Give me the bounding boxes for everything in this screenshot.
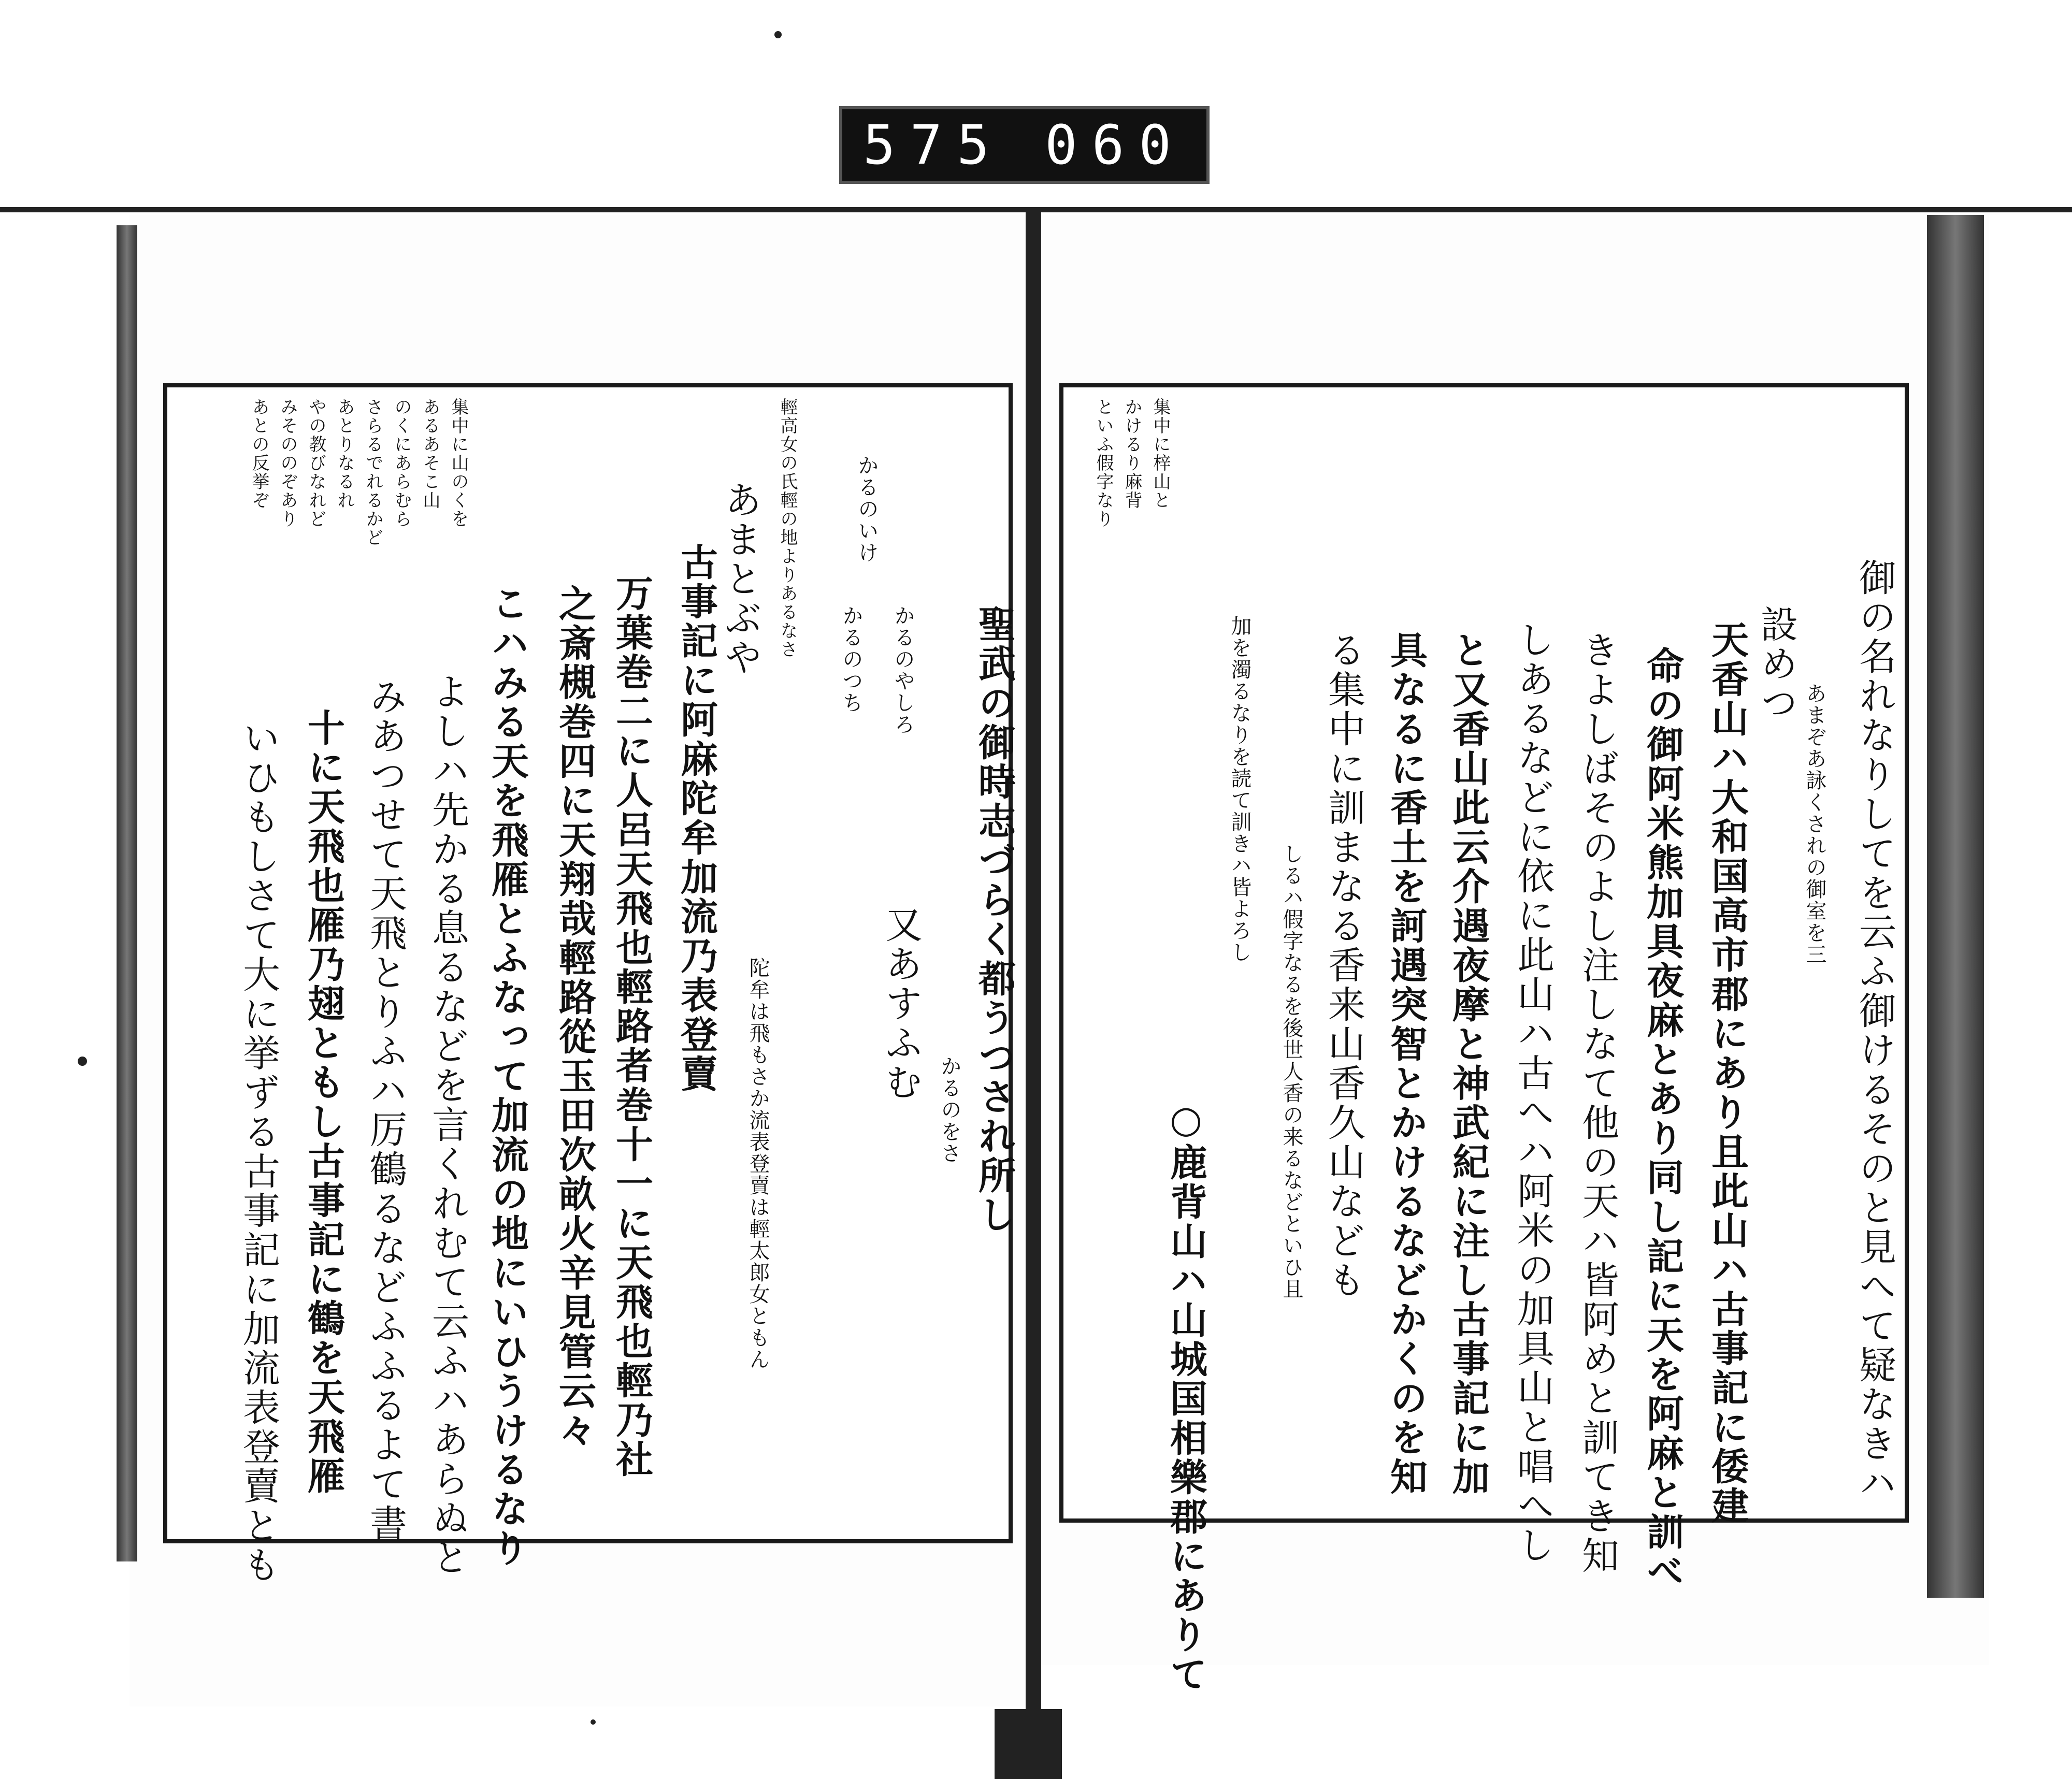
right-col-10: る集中に訓まなる香来山香久山なども — [1322, 631, 1365, 1300]
left-headnote-2: 集中に山のくを — [448, 398, 469, 528]
left-col-4: かるのやしろ — [891, 605, 915, 735]
left-col-5: かるのいけ — [855, 455, 879, 563]
left-col-13: みあつせて天飛とりふハ厉鶴るなどふふるよて書 — [364, 677, 407, 1543]
left-col-1: 聖武の御時志づらく都うつされ所し — [972, 605, 1016, 1235]
left-col-7: あまとぶや — [718, 481, 762, 677]
archive-label-plate — [839, 106, 1210, 184]
right-col-2: あまぞあ詠くされの御室を三 — [1803, 683, 1826, 965]
left-headnote-8: みそののぞあり — [277, 398, 298, 528]
right-col-6: きよしばそのよし注しなて他の天ハ皆阿めと訓てき知 — [1576, 631, 1619, 1575]
right-col-4: 天香山ハ大和国高市郡にあり且此山ハ古事記に倭建 — [1705, 620, 1749, 1526]
right-page-frame — [1059, 383, 1909, 1694]
left-headnote-3: あるあそこ山 — [420, 398, 440, 510]
center-gutter — [1026, 207, 1041, 1751]
right-col-1: 御の名れなりしてを云ふ御けるそのと見へて疑なきハ — [1853, 558, 1896, 1503]
right-page-edge — [1927, 215, 1984, 1598]
left-page-frame — [163, 383, 1016, 1585]
right-col-7: しあるなどに依に此山ハ古へハ阿米の加具山と唱へし — [1511, 620, 1555, 1565]
left-headnote-5: さらるでれるかど — [363, 398, 383, 547]
right-col-11: しるハ假字なるを後世人香の来るなどといひ且 — [1279, 843, 1303, 1300]
right-col-9: 具なるに香土を訶遇突智とかけるなどかくのを知 — [1384, 631, 1428, 1497]
right-headnote-2: かけるり麻背 — [1121, 398, 1142, 510]
left-col-9: 万葉巻二に人呂天飛也輕路者巻十一に天飛也輕乃社 — [610, 574, 654, 1479]
left-headnote-9: あとの反挙ぞ — [249, 398, 269, 510]
left-col-6: かるのつち — [839, 605, 863, 714]
left-col-10: 之斎槻巻四に天翔哉輕路從玉田次畝火辛見管云々 — [553, 584, 597, 1450]
scan-speck — [591, 1719, 596, 1725]
left-page-edge — [117, 225, 137, 1561]
left-headnote-7: やの教びなれど — [306, 398, 326, 528]
right-col-8: と又香山此云介遇夜摩と神武紀に注し古事記に加 — [1446, 631, 1490, 1497]
right-headnote-3: といふ假字なり — [1093, 398, 1114, 528]
left-col-8: 古事記に阿麻陀牟加流乃表登賣 — [674, 543, 718, 1094]
label-number-right: 060 — [1045, 113, 1186, 177]
left-headnote-6: あとりなるれ — [334, 398, 355, 510]
left-col-8-note: 陀牟は飛もさか流表登賣は輕太郎女ともん — [746, 957, 770, 1370]
left-col-12: よしハ先かる息るなどを言くれむて云ふハあらぬと — [426, 672, 469, 1578]
right-col-3: 設めつ — [1754, 605, 1798, 723]
left-col-14: 十に天飛也雁乃翅ともし古事記に鶴を天飛雁 — [301, 708, 346, 1496]
right-col-12: 加を濁るなりを読て訓きハ皆よろし — [1228, 615, 1251, 963]
left-col-3: かるのをさ — [938, 1055, 961, 1164]
label-number-left: 575 — [863, 113, 1004, 177]
scan-speck — [774, 31, 782, 38]
left-col-15: いひもしさて大に挙ずる古事記に加流表登賣とも — [237, 719, 280, 1585]
left-col-11: こハみる天を飛雁とふなって加流の地にいひうけるなり — [485, 584, 529, 1568]
left-headnote-4: のくにあらむら — [391, 398, 412, 528]
gutter-base — [995, 1709, 1062, 1779]
scan-speck — [78, 1057, 87, 1066]
right-col-13: ○鹿背山ハ山城国相樂郡にありて — [1164, 1097, 1208, 1694]
left-headnote-1: 輕高女の氏輕の地よりあるなさ — [777, 398, 798, 659]
left-col-2: 又あすふむ — [879, 905, 923, 1102]
right-headnote-1: 集中に梓山と — [1150, 398, 1171, 510]
left-page — [130, 215, 1026, 1706]
right-page — [1041, 215, 1989, 1694]
right-col-5: 命の御阿米熊加具夜麻とあり同し記に天を阿麻と訓べ — [1641, 646, 1685, 1591]
